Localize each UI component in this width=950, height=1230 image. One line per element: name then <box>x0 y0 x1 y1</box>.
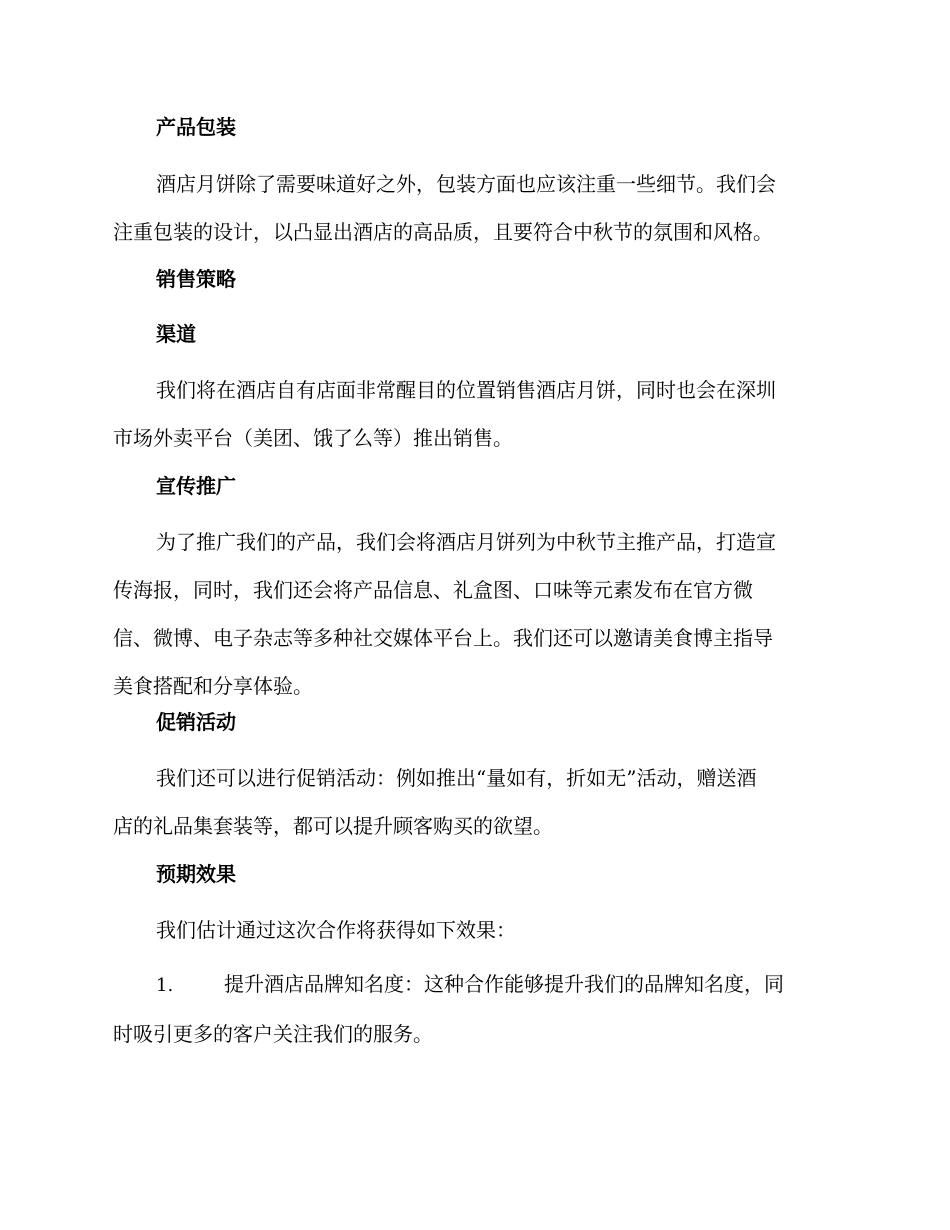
paragraph-channels <box>113 366 829 462</box>
paragraph-line: 我们估计通过这次合作将获得如下效果： <box>156 918 516 942</box>
list-item-1 <box>113 960 829 1058</box>
paragraph-campaign <box>113 754 829 850</box>
heading-packaging: 产品包装 <box>156 115 236 139</box>
paragraph-line: 美食搭配和分享体验。 <box>113 674 313 698</box>
heading-campaign: 促销活动 <box>156 710 236 734</box>
paragraph-line: 酒店月饼除了需要味道好之外，包装方面也应该注重一些细节。我们会 <box>156 172 776 196</box>
paragraph-line: 注重包装的设计，以凸显出酒店的高品质，且要符合中秋节的氛围和风格。 <box>113 220 773 244</box>
paragraph-packaging <box>113 160 829 256</box>
paragraph-line <box>113 960 829 1010</box>
paragraph-effects-intro <box>113 906 829 954</box>
heading-channels: 渠道 <box>156 322 196 346</box>
paragraph-line: 我们还可以进行促销活动：例如推出“量如有，折如无”活动，赠送酒 <box>156 766 757 790</box>
list-item-number: 1. <box>156 975 174 996</box>
paragraph-line: 市场外卖平台（美团、饿了么等）推出销售。 <box>113 426 513 450</box>
paragraph-line: 店的礼品集套装等，都可以提升顾客购买的欲望。 <box>113 814 553 838</box>
paragraph-promotion <box>113 518 829 710</box>
heading-expected-effects: 预期效果 <box>156 862 236 886</box>
heading-promotion: 宣传推广 <box>156 474 236 498</box>
paragraph-line: 时吸引更多的客户关注我们的服务。 <box>113 1022 433 1046</box>
paragraph-line: 传海报，同时，我们还会将产品信息、礼盒图、口味等元素发布在官方微 <box>113 578 753 602</box>
paragraph-line: 信、微博、电子杂志等多种社交媒体平台上。我们还可以邀请美食博主指导 <box>113 626 773 650</box>
paragraph-line: 为了推广我们的产品，我们会将酒店月饼列为中秋节主推产品，打造宣 <box>156 530 776 554</box>
heading-sales-strategy: 销售策略 <box>156 267 236 291</box>
list-item-text: 提升酒店品牌知名度：这种合作能够提升我们的品牌知名度，同 <box>224 972 784 996</box>
paragraph-line: 我们将在酒店自有店面非常醒目的位置销售酒店月饼，同时也会在深圳 <box>156 378 776 402</box>
